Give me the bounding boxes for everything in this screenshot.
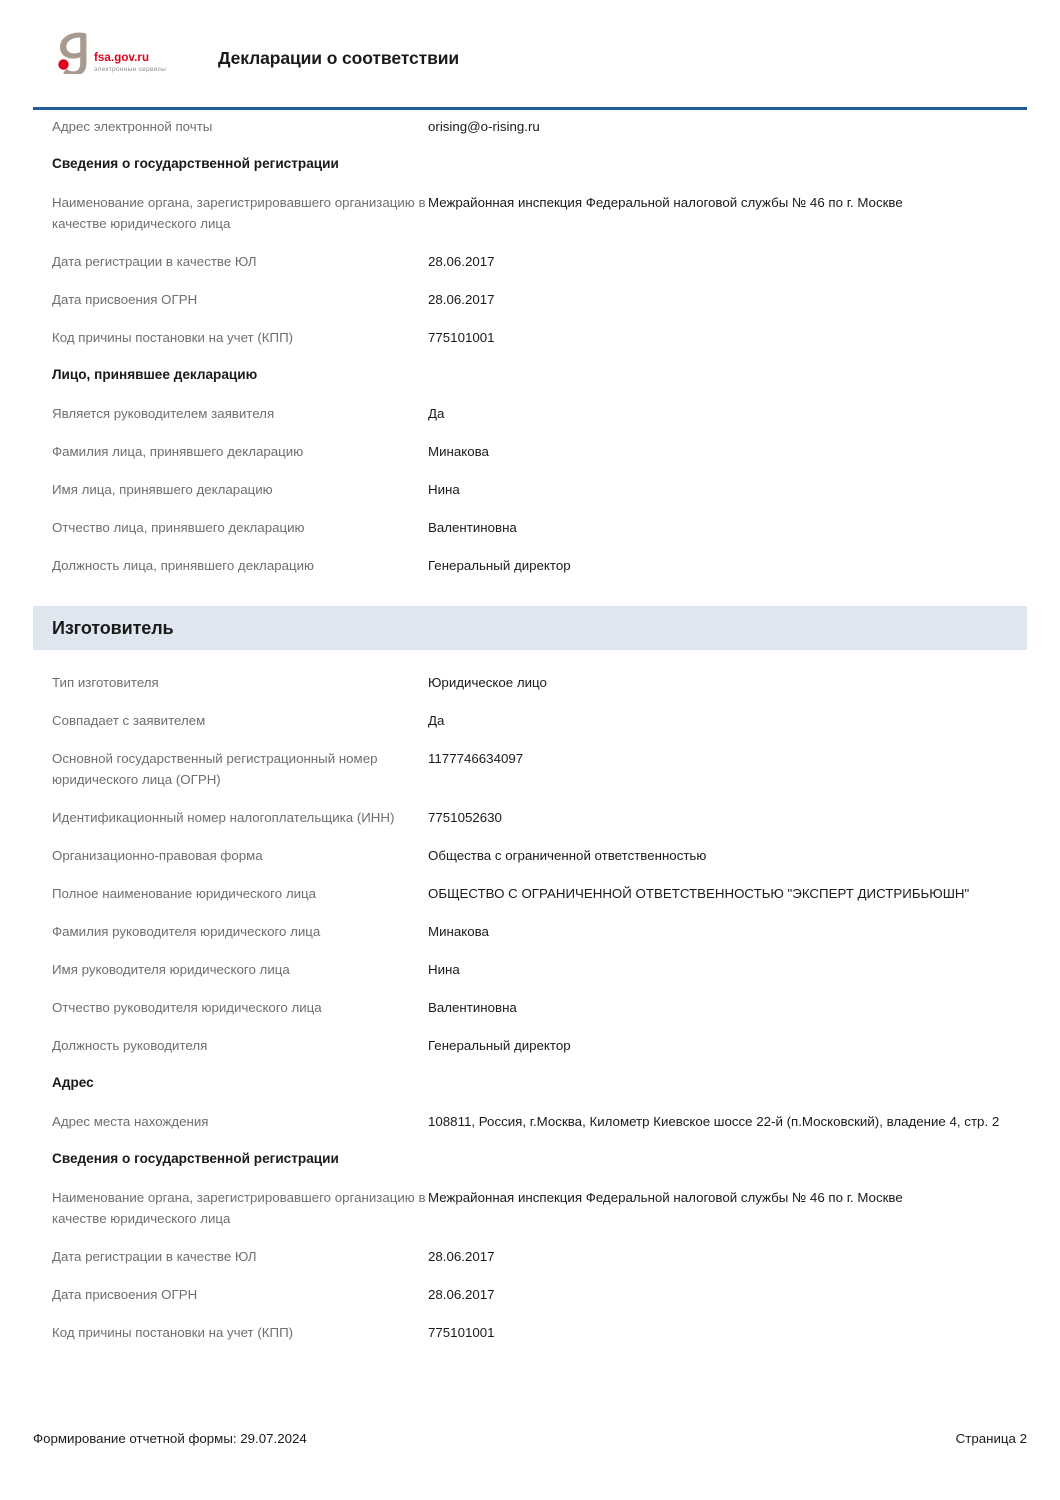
field-value: 775101001 (428, 1325, 495, 1340)
field-row (0, 1111, 1060, 1132)
field-label: Имя руководителя юридического лица (52, 962, 290, 977)
header-divider (33, 107, 1027, 110)
field-row (0, 1035, 1060, 1056)
field-label: Полное наименование юридического лица (52, 886, 317, 901)
field-label: Имя лица, принявшего декларацию (52, 482, 273, 497)
field-row (0, 1284, 1060, 1305)
field-value: Валентиновна (428, 1000, 517, 1015)
field-value: Генеральный директор (428, 558, 571, 573)
field-row (0, 997, 1060, 1018)
fsa-logo-text (94, 32, 166, 73)
field-value: Да (428, 713, 445, 728)
field-row (0, 672, 1060, 693)
field-value: Юридическое лицо (428, 675, 547, 690)
field-value: orising@o-rising.ru (428, 119, 540, 134)
fsa-logo-tagline: электронные сервисы (94, 65, 167, 73)
fsa-logo (52, 32, 192, 74)
field-label: Дата регистрации в качестве ЮЛ (52, 1249, 257, 1264)
field-label: Наименование органа, зарегистрировавшего организацию в качестве юридического лица (52, 1190, 426, 1226)
field-value: Нина (428, 482, 460, 497)
footer-page-number: Страница 2 (955, 1431, 1027, 1446)
field-row (0, 1246, 1060, 1267)
field-label: Должность лица, принявшего декларацию (52, 558, 315, 573)
field-value: Межрайонная инспекция Федеральной налоговой службы № 46 по г. Москве (428, 195, 903, 210)
field-label: Дата присвоения ОГРН (52, 292, 198, 307)
field-label: Фамилия лица, принявшего декларацию (52, 444, 304, 459)
field-label: Дата присвоения ОГРН (52, 1287, 198, 1302)
field-label: Основной государственный регистрационный номер юридического лица (ОГРН) (52, 751, 378, 787)
field-row (0, 327, 1060, 348)
field-value: Минакова (428, 924, 489, 939)
field-row (0, 289, 1060, 310)
field-value: 7751052630 (428, 810, 502, 825)
section-header-label: Изготовитель (52, 617, 174, 638)
field-value: 28.06.2017 (428, 1287, 495, 1302)
field-label: Фамилия руководителя юридического лица (52, 924, 321, 939)
section-subheading (0, 365, 1060, 385)
field-label: Код причины постановки на учет (КПП) (52, 1325, 294, 1340)
field-value: ОБЩЕСТВО С ОГРАНИЧЕННОЙ ОТВЕТСТВЕННОСТЬЮ "ЭКСПЕРТ ДИСТРИБЬЮШН" (428, 886, 970, 901)
field-row (0, 921, 1060, 942)
field-value: 28.06.2017 (428, 292, 495, 307)
field-row (0, 845, 1060, 866)
field-value: 28.06.2017 (428, 1249, 495, 1264)
field-row (0, 959, 1060, 980)
field-label: Код причины постановки на учет (КПП) (52, 330, 294, 345)
field-label: Дата регистрации в качестве ЮЛ (52, 254, 257, 269)
field-value: Да (428, 406, 445, 421)
field-row (0, 192, 1060, 234)
field-value: Генеральный директор (428, 1038, 571, 1053)
field-label: Организационно-правовая форма (52, 848, 263, 863)
section-subheading (0, 154, 1060, 174)
field-label: Отчество руководителя юридического лица (52, 1000, 322, 1015)
field-value: Нина (428, 962, 460, 977)
field-label: Должность руководителя (52, 1038, 208, 1053)
field-row (0, 555, 1060, 576)
field-row (0, 441, 1060, 462)
section-subheading-label: Адрес (52, 1075, 94, 1090)
field-label: Наименование органа, зарегистрировавшего организацию в качестве юридического лица (52, 195, 426, 231)
field-label: Тип изготовителя (52, 675, 159, 690)
section-subheading (0, 1073, 1060, 1093)
fsa-logo-brand: fsa.gov.ru (94, 52, 150, 64)
field-row (0, 403, 1060, 424)
section-subheading (0, 1149, 1060, 1169)
field-value: 108811, Россия, г.Москва, Километр Киевское шоссе 22-й (п.Московский), владение 4, стр. 2 (428, 1114, 1000, 1129)
field-value: Минакова (428, 444, 489, 459)
fsa-logo-a-icon (52, 30, 92, 74)
field-value: Межрайонная инспекция Федеральной налоговой службы № 46 по г. Москве (428, 1190, 903, 1205)
document-header (0, 0, 1060, 104)
field-row (0, 748, 1060, 790)
field-row (0, 1187, 1060, 1229)
section-subheading-label: Сведения о государственной регистрации (52, 1151, 339, 1166)
field-row (0, 116, 1060, 137)
field-value: 28.06.2017 (428, 254, 495, 269)
section-subheading-label: Сведения о государственной регистрации (52, 156, 339, 171)
field-label: Адрес места нахождения (52, 1114, 209, 1129)
field-label: Отчество лица, принявшего декларацию (52, 520, 305, 535)
field-label: Идентификационный номер налогоплательщика (ИНН) (52, 810, 395, 825)
document-footer (33, 1431, 1027, 1446)
field-value: 1177746634097 (428, 751, 524, 766)
field-row (0, 710, 1060, 731)
field-row (0, 1322, 1060, 1343)
page-title: Декларации о соответствии (218, 48, 460, 68)
document-body (0, 116, 1060, 1360)
field-label: Является руководителем заявителя (52, 406, 275, 421)
field-value: Валентиновна (428, 520, 517, 535)
field-row (0, 479, 1060, 500)
field-value: Общества с ограниченной ответственностью (428, 848, 707, 863)
section-header-bar (33, 606, 1027, 650)
field-value: 775101001 (428, 330, 495, 345)
field-row (0, 883, 1060, 904)
field-row (0, 517, 1060, 538)
field-row (0, 807, 1060, 828)
footer-generated-date: Формирование отчетной формы: 29.07.2024 (33, 1431, 307, 1446)
field-row (0, 251, 1060, 272)
field-label: Совпадает с заявителем (52, 713, 206, 728)
field-label: Адрес электронной почты (52, 119, 213, 134)
section-subheading-label: Лицо, принявшее декларацию (52, 367, 258, 382)
